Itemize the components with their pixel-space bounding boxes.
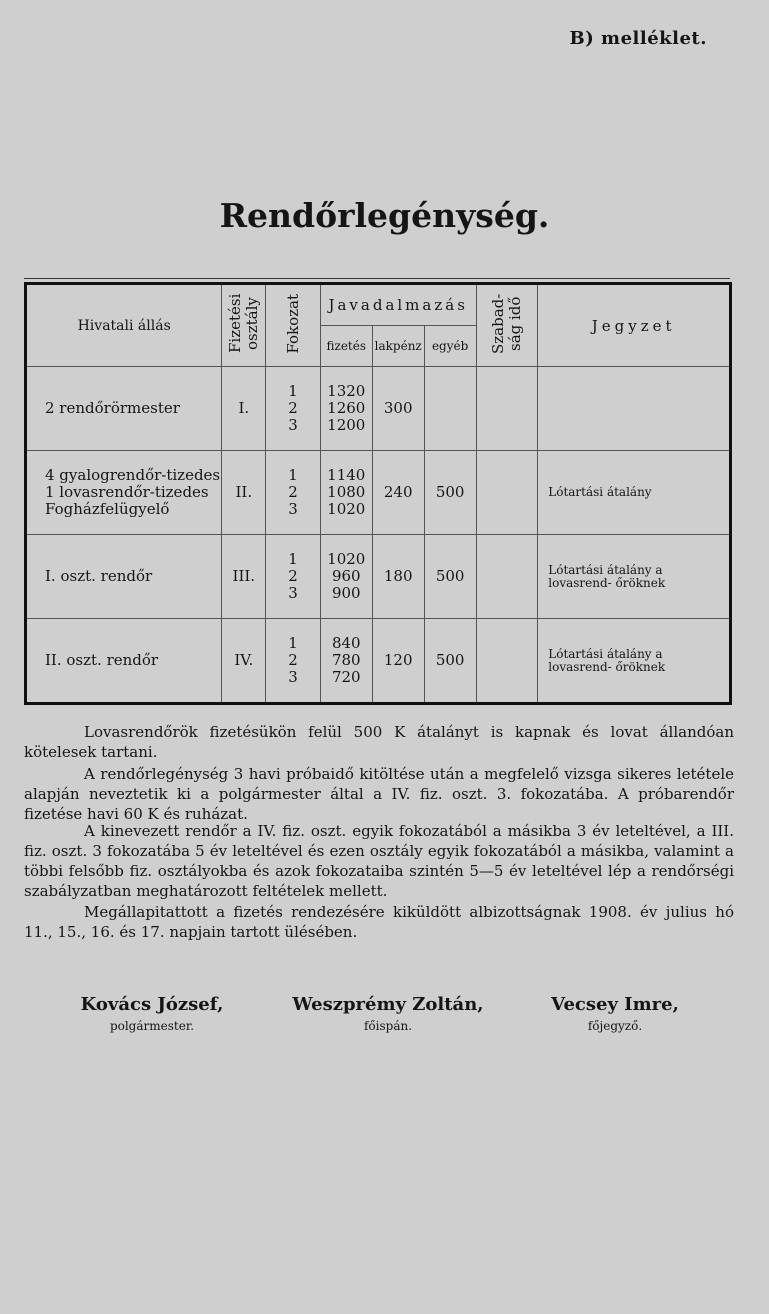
annex-label: B) melléklet. [569, 28, 707, 49]
signature-role: főjegyző. [587, 1019, 643, 1033]
position-cell: 2 rendőrörmester [26, 367, 222, 451]
paragraph-horse-allowance: Lovasrendőrök fizetésükön felül 500 K átalányt is kapnak és lovat állandóan kötelesek tartani. [24, 723, 734, 761]
top-rule [24, 278, 730, 279]
other-cell: 500 [424, 535, 476, 619]
note-cell: Lótartási átalány a lovasrend- őröknek [538, 535, 731, 619]
position-cell: 4 gyalogrendőr-tizedes 1 lovasrendőr-tizedes Fogházfelügyelő [26, 451, 222, 535]
header-salary: fizetés [320, 326, 372, 367]
header-remuneration: Javadalmazás [320, 284, 476, 326]
housing-cell: 120 [372, 619, 424, 704]
signature-lord-lieutenant [280, 994, 496, 1033]
page-title: Rendőrlegénység. [219, 196, 550, 235]
other-cell: 500 [424, 451, 476, 535]
header-other: egyéb [424, 326, 476, 367]
housing-cell: 240 [372, 451, 424, 535]
leave-cell [476, 619, 538, 704]
grade-cell: 1 2 3 [266, 535, 321, 619]
signature-name: Kovács József, [80, 994, 224, 1015]
leave-cell [476, 367, 538, 451]
header-housing: lakpénz [372, 326, 424, 367]
paragraph-probation: A rendőrlegénység 3 havi próbaidő kitöltése után a megfelelő vizsga sikeres letétele alapján neveztetik ki a polgármester által a IV. fiz. oszt. 3. fokozatába. A próbarendőr fizetése havi 60 K és ruházat. [24, 765, 734, 823]
paragraph-adoption: Megállapitattott a fizetés rendezésére kiküldött albizottságnak 1908. év julius hó 11., 15., 16. és 17. napjain tartott ülésében. [24, 903, 734, 941]
header-salary-class: Fizetési osztály [222, 284, 266, 367]
table-row [26, 367, 731, 451]
housing-cell: 300 [372, 367, 424, 451]
position-cell: I. oszt. rendőr [26, 535, 222, 619]
other-cell [424, 367, 476, 451]
housing-cell: 180 [372, 535, 424, 619]
paragraph-promotion: A kinevezett rendőr a IV. fiz. oszt. egyik fokozatából a másikba 3 év leteltével, a III. fiz. oszt. 3 fokozatába 5 év leteltével és ezen osztály egyik fokozatából a másikba, valamint a többi felsőbb fiz. osztályokba és azok fokozataiba szintén 5—5 év leteltével lép a rendőrségi szabályzatban meghatározott feltételek mellett. [24, 822, 734, 900]
salary-cell: 1320 1260 1200 [320, 367, 372, 451]
note-cell [538, 367, 731, 451]
grade-cell: 1 2 3 [266, 451, 321, 535]
signature-role: főispán. [363, 1019, 413, 1033]
class-cell: II. [222, 451, 266, 535]
leave-cell [476, 535, 538, 619]
grade-cell: 1 2 3 [266, 367, 321, 451]
salary-table [24, 282, 732, 705]
header-position: Hivatali állás [26, 284, 222, 367]
salary-cell: 1020 960 900 [320, 535, 372, 619]
signature-name: Weszprémy Zoltán, [292, 994, 484, 1015]
salary-cell: 1140 1080 1020 [320, 451, 372, 535]
header-note: Jegyzet [538, 284, 731, 367]
table-row [26, 619, 731, 704]
header-grade: Fokozat [266, 284, 321, 367]
signature-role: polgármester. [109, 1019, 195, 1033]
note-cell: Lótartási átalány a lovasrend- őröknek [538, 619, 731, 704]
position-cell: II. oszt. rendőr [26, 619, 222, 704]
salary-cell: 840 780 720 [320, 619, 372, 704]
note-cell: Lótartási átalány [538, 451, 731, 535]
class-cell: I. [222, 367, 266, 451]
table-row [26, 535, 731, 619]
signature-chief-notary [530, 994, 700, 1033]
grade-cell: 1 2 3 [266, 619, 321, 704]
other-cell: 500 [424, 619, 476, 704]
signature-name: Vecsey Imre, [551, 994, 679, 1015]
leave-cell [476, 451, 538, 535]
class-cell: IV. [222, 619, 266, 704]
signature-mayor [62, 994, 242, 1033]
class-cell: III. [222, 535, 266, 619]
table-row [26, 451, 731, 535]
header-leave: Szabad- ság idő [476, 284, 538, 367]
